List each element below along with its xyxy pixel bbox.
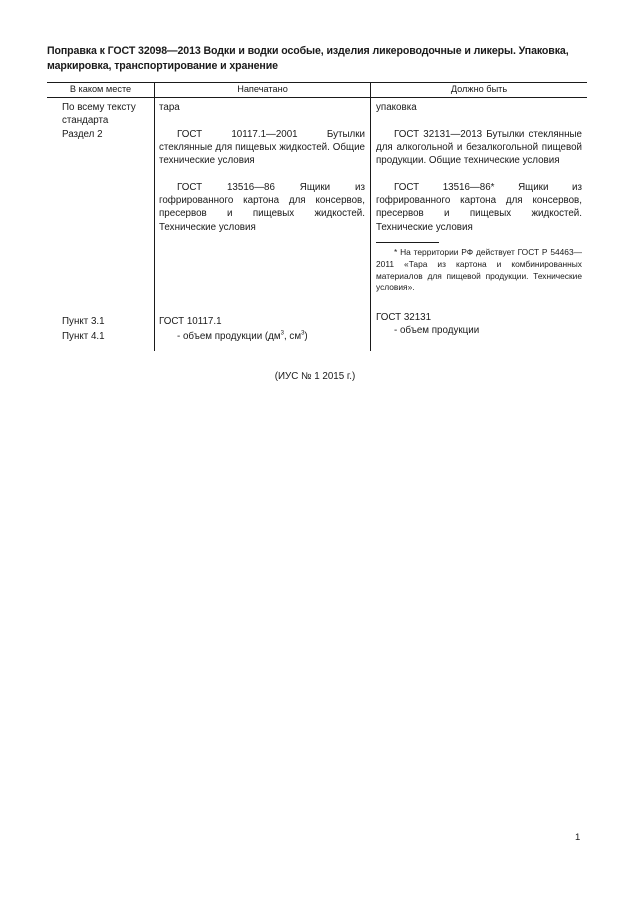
- row3-printed: ГОСТ 10117.1: [159, 316, 222, 327]
- column-divider-1: [154, 82, 155, 351]
- page-number: 1: [575, 832, 581, 843]
- header-place: В каком месте: [69, 84, 132, 94]
- row2-should-be-2: ГОСТ 13516—86* Ящики из гофрированного картона для консервов, пресервов и пищевых жидкостей. Технические условия: [376, 182, 582, 233]
- row2-should-be-1: ГОСТ 32131—2013 Бутылки стеклянные для алкогольной и безалкогольной пищевой продукции. Общие технические условия: [376, 129, 582, 167]
- row1-printed: тара: [159, 102, 180, 113]
- row2-printed-2: ГОСТ 13516—86 Ящики из гофрированного картона для консервов, пресервов и пищевых жидкостей. Технические условия: [159, 182, 365, 233]
- row4-place: Пункт 4.1: [62, 331, 105, 342]
- row1-place: По всему тексту стандарта: [62, 102, 136, 127]
- row2-place: Раздел 2: [62, 129, 103, 140]
- row4-printed: - объем продукции ($дм^3$, $см^3$): [177, 330, 308, 342]
- table-top-border: [47, 82, 587, 83]
- header-should-be: Должно быть: [450, 84, 508, 94]
- row2-footnote: * На территории РФ действует ГОСТ Р 54463—2011 «Тара из картона и комбинированных материалов для пищевой продукции. Технические условия».: [376, 247, 582, 293]
- row3-place: Пункт 3.1: [62, 316, 105, 327]
- document-title: Поправка к ГОСТ 32098—2013 Водки и водки особые, изделия ликероводочные и ликеры. Упаковка, маркировка, транспортирование и хранение: [47, 45, 569, 72]
- corrections-table: [47, 82, 587, 351]
- row1-should-be: упаковка: [376, 102, 417, 113]
- row2-printed-1: ГОСТ 10117.1—2001 Бутылки стеклянные для пищевых жидкостей. Общие технические условия: [159, 129, 365, 167]
- row3-should-be: ГОСТ 32131: [376, 312, 432, 323]
- issue-reference: (ИУС № 1 2015 г.): [274, 371, 356, 382]
- footnote-rule: [376, 242, 439, 243]
- column-divider-2: [370, 82, 371, 351]
- header-bottom-border: [47, 97, 587, 98]
- row4-should-be: - объем продукции: [394, 325, 480, 336]
- header-printed: Напечатано: [237, 84, 288, 94]
